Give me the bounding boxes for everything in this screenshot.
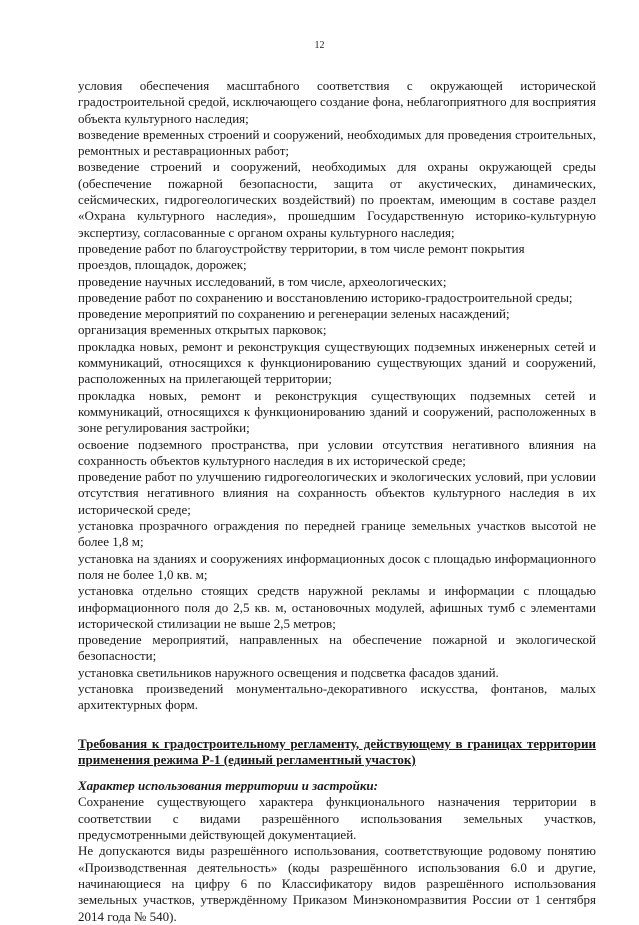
paragraph: Сохранение существующего характера функционального назначения территории в соответствии с видами разрешённого использования земельных участков, предусмотренными действующей документацией. <box>78 794 596 843</box>
list-item: установка на зданиях и сооружениях информационных досок с площадью информационного поля не более 1,0 кв. м; <box>78 550 596 582</box>
list-item: проведение научных исследований, в том числе, археологических; <box>78 273 447 289</box>
list-item: установка отдельно стоящих средств наружной рекламы и информации с площадью информационного поля до 2,5 кв. м, остановочных модулей, афишных тумб с элементами исторической стилизации не выше 2,5 метров; <box>78 583 596 631</box>
document-body <box>78 78 596 925</box>
list-item: проведение работ по благоустройству территории, в том числе ремонт покрытия <box>78 240 525 256</box>
list-item: прокладка новых, ремонт и реконструкция существующих подземных сетей и коммуникаций, относящихся к функционированию зданий и сооружений, расположенных в зоне регулирования застройки; <box>78 387 596 436</box>
list-item: проведение мероприятий, направленных на обеспечение пожарной и экологической безопасности; <box>78 632 596 664</box>
list-item: освоение подземного пространства, при условии отсутствия негативного влияния на сохранность объектов культурного наследия в их исторической среде; <box>78 436 596 468</box>
list-item: проведение работ по улучшению гидрогеологических и экологических условий, при условии отсутствия негативного влияния на сохранность объектов культурного наследия в их исторической среде; <box>78 469 596 517</box>
list-item: проведение работ по сохранению и восстановлению историко-градостроительной среды; <box>78 289 573 305</box>
list-item: прокладка новых, ремонт и реконструкция существующих подземных инженерных сетей и коммуникаций, относящихся к функционированию существующих зданий и сооружений, расположенных на прилегающей территории; <box>78 338 596 387</box>
list-item: условия обеспечения масштабного соответствия с окружающей исторической градостроительной средой, исключающего создание фона, неблагоприятного для восприятия объекта культурного наследия; <box>78 78 596 126</box>
list-item: организация временных открытых парковок; <box>78 322 327 338</box>
subheading: Характер использования территории и застройки: <box>78 778 378 794</box>
list-item: возведение строений и сооружений, необходимых для охраны окружающей среды (обеспечение пожарной безопасности, защита от акустических, динамических, сейсмических, гидрогеологических воздействий) по проектам, имеющим в составе раздел «Охрана культурного наследия», прошедшим Государственную историко-культурную экспертизу, согласованные с органом охраны культурного наследия; <box>78 159 596 240</box>
paragraph: Не допускаются виды разрешённого использования, соответствующие родовому понятию «Производственная деятельность» (коды разрешённого использования 6.0 и другие, начинающиеся на цифру 6 по Классификатору видов разрешённого использования земельных участков, утверждённому Приказом Минэкономразвития России от 1 сентября 2014 года № 540). <box>78 843 596 924</box>
list-item: установка светильников наружного освещения и подсветка фасадов зданий. <box>78 664 499 680</box>
page-number: 12 <box>314 40 325 51</box>
list-item: проездов, площадок, дорожек; <box>78 257 247 273</box>
list-item: установка произведений монументально-декоративного искусства, фонтанов, малых архитектурных форм. <box>78 680 596 713</box>
list-item: установка прозрачного ограждения по передней границе земельных участков высотой не более 1,8 м; <box>78 518 596 550</box>
list-item: возведение временных строений и сооружений, необходимых для проведения строительных, ремонтных и реставрационных работ; <box>78 126 596 159</box>
list-item: проведение мероприятий по сохранению и регенерации зеленых насаждений; <box>78 306 510 322</box>
section-title: Требования к градостроительному регламенту, действующему в границах территории применения режима Р-1 (единый регламентный участок) <box>78 735 596 767</box>
